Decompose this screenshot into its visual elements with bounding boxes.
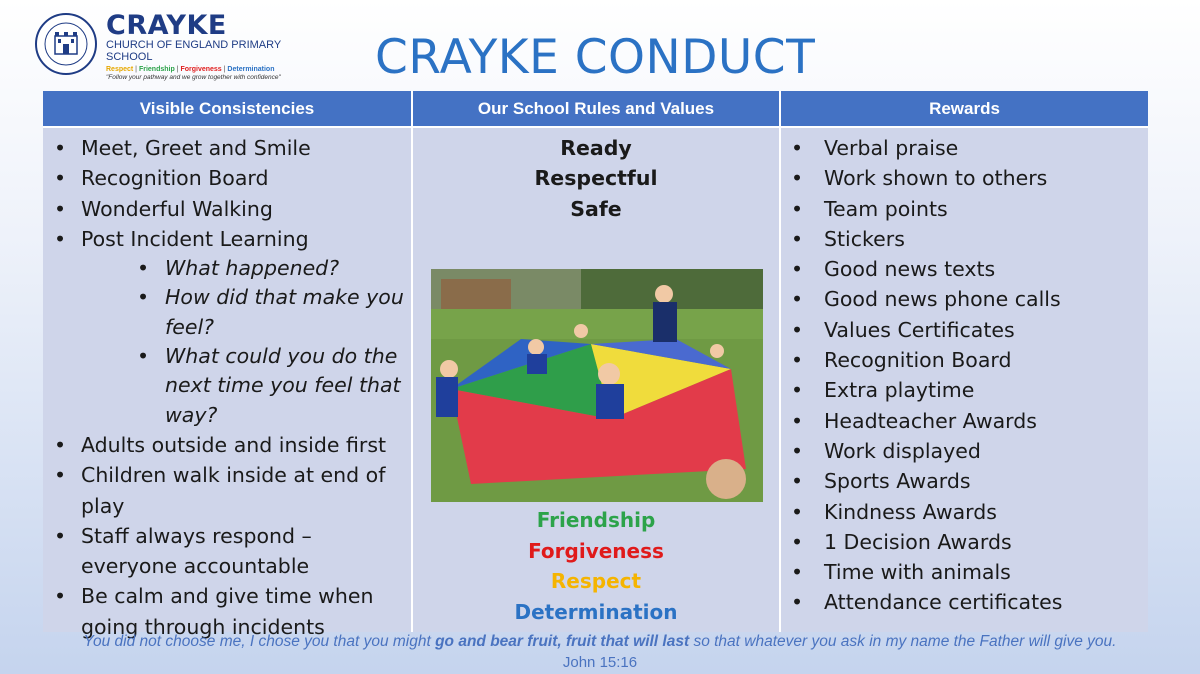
list-item: • Headteacher Awards (781, 406, 1148, 436)
rules-values-cell (413, 128, 781, 632)
sub-list (81, 254, 411, 430)
value-respect-label: Respect (550, 569, 642, 593)
list-item: • Children walk inside at end of play (43, 460, 411, 521)
list-item: • Staff always respond – everyone accountable (43, 521, 411, 582)
rewards-cell (781, 128, 1148, 632)
list-item: • Kindness Awards (781, 497, 1148, 527)
rule-ready: Ready (560, 136, 632, 160)
list-item (43, 224, 411, 430)
consistencies-cell (43, 128, 413, 639)
rule-respectful: Respectful (534, 166, 658, 191)
school-tagline: "Follow your pathway and we grow together with confidence" (106, 74, 281, 81)
value-friendship: Friendship (138, 66, 175, 73)
sub-list-item: • What could you do the next time you feel that way? (81, 342, 411, 430)
conduct-table (43, 91, 1148, 639)
sub-list-item: • How did that make you feel? (81, 283, 411, 342)
list-item: • Team points (781, 194, 1148, 224)
school-name: CRAYKE (106, 10, 227, 41)
header-rules-values: Our School Rules and Values (413, 91, 781, 128)
list-item: • Adults outside and inside first (43, 430, 411, 460)
list-item: • Sports Awards (781, 466, 1148, 496)
parachute-game-photo (431, 269, 763, 502)
list-item-label: Post Incident Learning (81, 226, 309, 251)
header-visible-consistencies: Visible Consistencies (43, 91, 413, 128)
verse-end: so that whatever you ask in my name the Father will give you. (689, 633, 1117, 650)
bible-verse (0, 633, 1200, 651)
list-item: • Be calm and give time when going through incidents (43, 581, 411, 642)
verse-reference: John 15:16 (562, 654, 638, 671)
school-crest-icon (34, 12, 98, 76)
page-title: CRAYKE CONDUCT (375, 30, 816, 85)
list-item: • Values Certificates (781, 315, 1148, 345)
consistencies-list (43, 133, 411, 642)
verse-start: You did not choose me, I chose you that you might (83, 633, 436, 650)
school-logo (34, 12, 314, 82)
value-forgiveness-label: Forgiveness (528, 538, 664, 563)
list-item: • Work shown to others (781, 163, 1148, 193)
list-item: • Recognition Board (781, 345, 1148, 375)
list-item: • Time with animals (781, 557, 1148, 587)
list-item: • Extra playtime (781, 375, 1148, 405)
list-item: • Attendance certificates (781, 587, 1148, 617)
school-values (413, 505, 779, 627)
list-item: • 1 Decision Awards (781, 527, 1148, 557)
list-item: • Meet, Greet and Smile (43, 133, 411, 163)
verse-emphasis: go and bear fruit, fruit that will last (435, 633, 690, 650)
header-rewards: Rewards (781, 91, 1148, 128)
list-item: • Good news phone calls (781, 284, 1148, 314)
list-item: • Stickers (781, 224, 1148, 254)
list-item: • Wonderful Walking (43, 194, 411, 224)
list-item: • Work displayed (781, 436, 1148, 466)
value-determination: Determination (227, 66, 275, 73)
rule-safe: Safe (570, 196, 622, 221)
list-item: • Good news texts (781, 254, 1148, 284)
list-item: • Recognition Board (43, 163, 411, 193)
value-forgiveness: Forgiveness (180, 66, 222, 73)
school-subtitle: CHURCH OF ENGLAND PRIMARY SCHOOL (106, 39, 282, 63)
value-determination-label: Determination (514, 599, 678, 624)
sub-list-item: • What happened? (81, 254, 411, 283)
value-friendship-label: Friendship (536, 508, 656, 532)
value-respect: Respect (106, 66, 134, 73)
school-rules (413, 128, 779, 224)
list-item: • Verbal praise (781, 133, 1148, 163)
rewards-list (781, 133, 1148, 618)
school-values-line: Respect | Friendship | Forgiveness | Determination (106, 66, 275, 73)
